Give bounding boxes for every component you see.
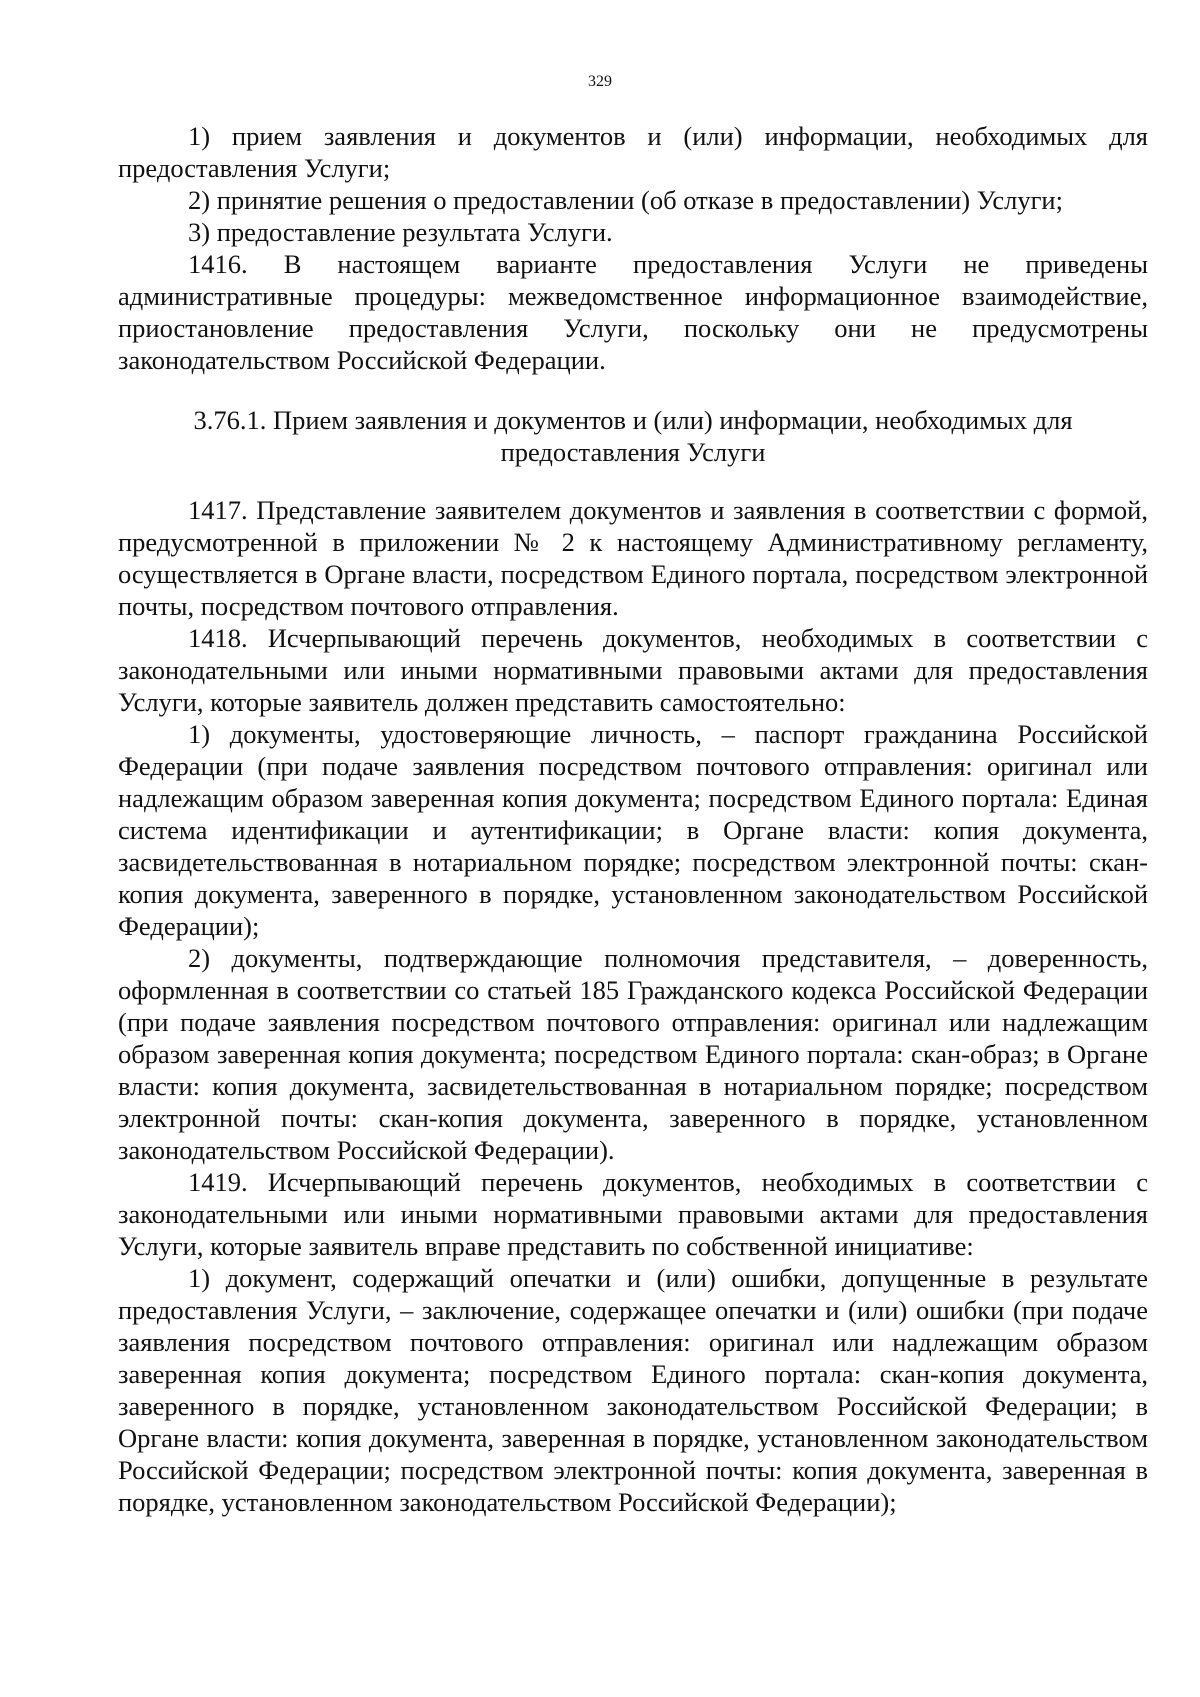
paragraph-1419-item-1: 1) документ, содержащий опечатки и (или) ошибки, допущенные в результате предоставления Услуги, – заключение, содержащее опечатки и (или) ошибки (при подаче заявления посредством почтового отправления: оригинал или надлежащим образом заверенная копия документа; посредством Единого портала: скан-копия документа, заверенного в порядке, установленном законодательством Российской Федерации; в Органе власти: копия документа, заверенная в порядке, установленном законодательством Российской Федерации; посредством электронной почты: копия документа, заверенная в порядке, установленном законодательством Российской Федерации); [118,1263,1148,1517]
paragraph-1418: 1418. Исчерпывающий перечень документов, необходимых в соответствии с законодательными или иными нормативными правовыми актами для предоставления Услуги, которые заявитель должен представить самостоятельно: [118,623,1148,717]
section-heading: 3.76.1. Прием заявления и документов и (или) информации, необходимых для предоставления Услуги [193,405,1073,467]
paragraph-1418-item-1: 1) документы, удостоверяющие личность, – паспорт гражданина Российской Федерации (при подаче заявления посредством почтового отправления: оригинал или надлежащим образом заверенная копия документа; посредством Единого портала: Единая система идентификации и аутентификации; в Органе власти: копия документа, засвидетельствованная в нотариальном порядке; посредством электронной почты: скан-копия документа, заверенного в порядке, установленном законодательством Российской Федерации); [118,719,1148,941]
paragraph-item-2: 2) принятие решения о предоставлении (об отказе в предоставлении) Услуги; [188,185,1063,215]
document-body [118,120,1148,1518]
paragraph-item-3: 3) предоставление результата Услуги. [188,217,613,247]
paragraph-1418-item-2: 2) документы, подтверждающие полномочия представителя, – доверенность, оформленная в соответствии со статьей 185 Гражданского кодекса Российской Федерации (при подаче заявления посредством почтового отправления: оригинал или надлежащим образом заверенная копия документа; посредством Единого портала: скан-образ; в Органе власти: копия документа, засвидетельствованная в нотариальном порядке; посредством электронной почты: скан-копия документа, заверенного в порядке, установленном законодательством Российской Федерации). [118,943,1148,1165]
page-number: 329 [588,73,612,90]
paragraph-item-1: 1) прием заявления и документов и (или) информации, необходимых для предоставления Услуги; [118,121,1148,183]
paragraph-1417: 1417. Представление заявителем документов и заявления в соответствии с формой, предусмотренной в приложении № 2 к настоящему Административному регламенту, осуществляется в Органе власти, посредством Единого портала, посредством электронной почты, посредством почтового отправления. [118,495,1148,621]
paragraph-1416: 1416. В настоящем варианте предоставления Услуги не приведены административные процедуры: межведомственное информационное взаимодействие, приостановление предоставления Услуги, поскольку они не предусмотрены законодательством Российской Федерации. [118,249,1148,375]
paragraph-1419: 1419. Исчерпывающий перечень документов, необходимых в соответствии с законодательными или иными нормативными правовыми актами для предоставления Услуги, которые заявитель вправе представить по собственной инициативе: [118,1167,1148,1261]
